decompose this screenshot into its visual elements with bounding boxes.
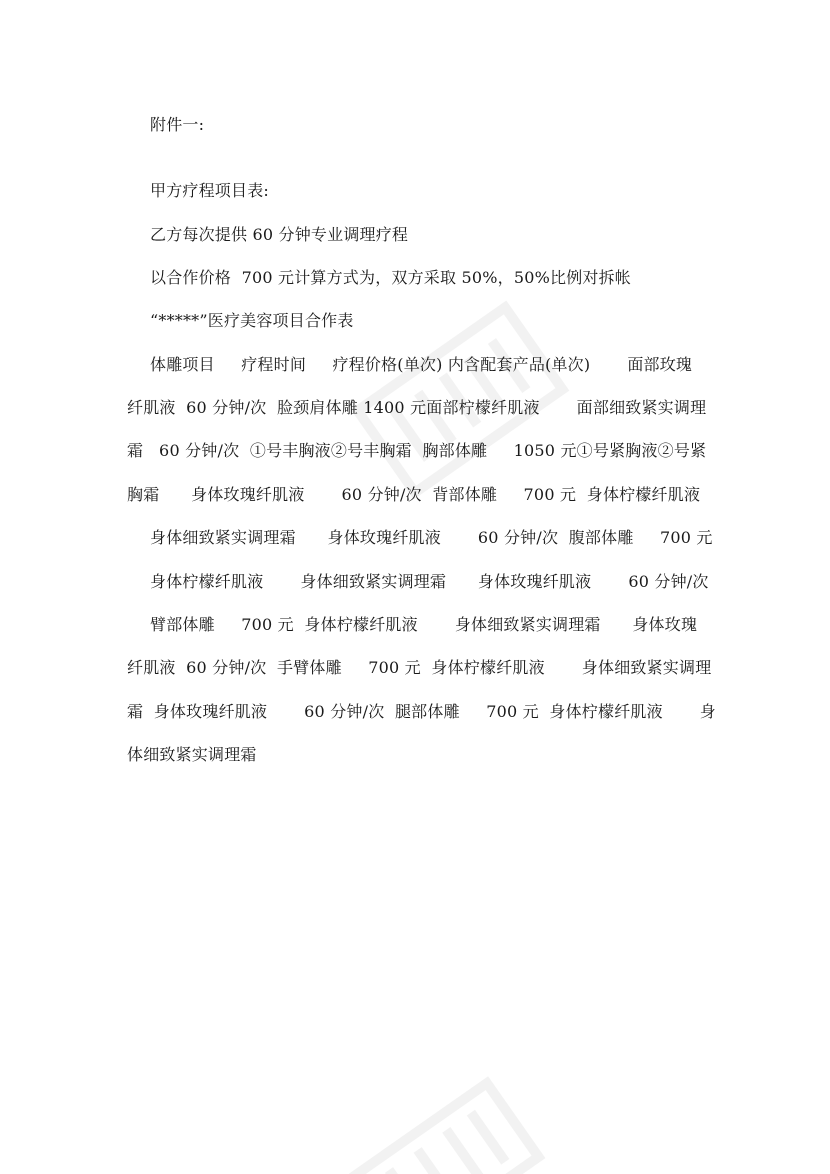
- table-text-line: 纤肌液 60 分钟/次 脸颈肩体雕 1400 元面部柠檬纤肌液 面部细致紧实调理: [127, 398, 707, 417]
- table-text-line: 身体柠檬纤肌液 身体细致紧实调理霜 身体玫瑰纤肌液 60 分钟/次: [150, 572, 709, 591]
- intro-line: “*****”医疗美容项目合作表: [150, 311, 354, 330]
- table-text-line: 体雕项目 疗程时间 疗程价格(单次) 内含配套产品(单次) 面部玫瑰: [150, 355, 693, 374]
- intro-line: 乙方每次提供 60 分钟专业调理疗程: [150, 225, 409, 244]
- stamp-watermark-icon: [340, 1060, 560, 1174]
- table-text-line: 身体细致紧实调理霜 身体玫瑰纤肌液 60 分钟/次 腹部体雕 700 元: [150, 528, 713, 547]
- table-text-line: 霜 60 分钟/次 ①号丰胸液②号丰胸霜 胸部体雕 1050 元①号紧胸液②号紧: [127, 441, 707, 460]
- section-title: 甲方疗程项目表:: [150, 181, 269, 200]
- intro-line: 以合作价格 700 元计算方式为，双方采取 50%，50%比例对拆帐: [150, 268, 632, 287]
- table-text-line: 霜 身体玫瑰纤肌液 60 分钟/次 腿部体雕 700 元 身体柠檬纤肌液 身: [127, 702, 717, 721]
- table-text-line: 纤肌液 60 分钟/次 手臂体雕 700 元 身体柠檬纤肌液 身体细致紧实调理: [127, 658, 712, 677]
- attachment-label: 附件一:: [150, 115, 205, 134]
- table-text-line: 臂部体雕 700 元 身体柠檬纤肌液 身体细致紧实调理霜 身体玫瑰: [150, 615, 698, 634]
- table-text-line: 体细致紧实调理霜: [127, 745, 257, 764]
- table-text-line: 胸霜 身体玫瑰纤肌液 60 分钟/次 背部体雕 700 元 身体柠檬纤肌液: [127, 485, 701, 504]
